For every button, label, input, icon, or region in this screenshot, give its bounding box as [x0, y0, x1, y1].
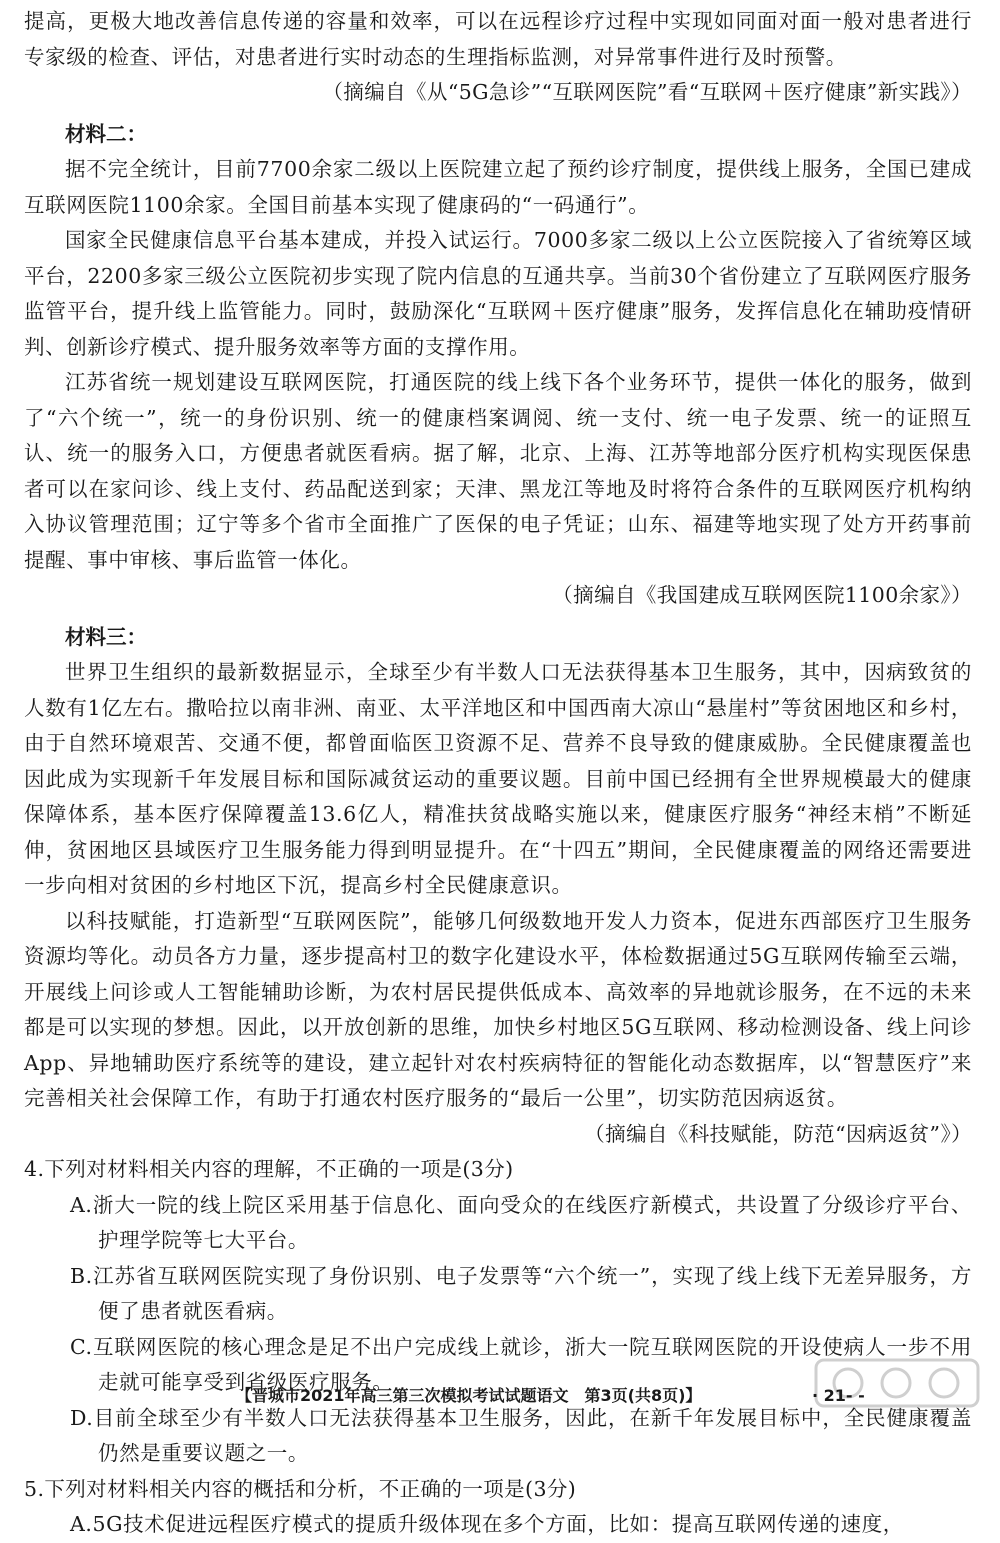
material-two-heading: 材料二：: [65, 121, 147, 146]
intro-source: （摘编自《从“5G急诊”“互联网医院”看“互联网＋医疗健康”新实践》）: [322, 80, 972, 104]
material-three-paragraph-2: 以科技赋能，打造新型“互联网医院”，能够几何级数地开发人力资本，促进东西部医疗卫生服务资源均等化。动员各方力量，逐步提高村卫的数字化建设水平，体检数据通过5G互联网传输至云端，开展线上问诊或人工智能辅助诊断，为农村居民提供低成本、高效率的异地就诊服务，在不远的未来都是可以实现的梦想。因此，以开放创新的思维，加快乡村地区5G互联网、移动检测设备、线上问诊App、异地辅助医疗系统等的建设，建立起针对农村疾病特征的智能化动态数据库，以“智慧医疗”来完善相关社会保障工作，有助于打通农村医疗服务的“最后一公里”，切实防范因病返贫。: [24, 908, 972, 1110]
question-5-stem: 5.下列对材料相关内容的概括和分析，不正确的一项是(3分): [24, 1476, 577, 1501]
question-4-option-d: D.目前全球至少有半数人口无法获得基本卫生服务，因此，在新千年发展目标中，全民健康覆盖仍然是重要议题之一。: [70, 1405, 972, 1465]
exam-page: [24, 4, 972, 1543]
material-two-source: （摘编自《我国建成互联网医院1100余家》）: [552, 583, 972, 607]
question-4-option-a: A.浙大一院的线上院区采用基于信息化、面向受众的在线医疗新模式，共设置了分级诊疗平台、护理学院等七大平台。: [70, 1192, 972, 1252]
question-4-option-c: C.互联网医院的核心理念是足不出户完成线上就诊，浙大一院互联网医院的开设使病人一步不用走就可能享受到省级医疗服务。: [70, 1334, 972, 1394]
intro-paragraph: 提高，更极大地改善信息传递的容量和效率，可以在远程诊疗过程中实现如同面对面一般对患者进行专家级的检查、评估，对患者进行实时动态的生理指标监测，对异常事件进行及时预警。: [24, 9, 972, 69]
footer-code: · 21- -: [812, 1386, 865, 1405]
material-three-source: （摘编自《科技赋能，防范“因病返贫”》）: [584, 1121, 972, 1146]
question-4-stem: 4.下列对材料相关内容的理解，不正确的一项是(3分): [24, 1157, 514, 1181]
material-three-paragraph-1: 世界卫生组织的最新数据显示，全球至少有半数人口无法获得基本卫生服务，其中，因病致贫的人数有1亿左右。撒哈拉以南非洲、南亚、太平洋地区和中国西南大凉山“悬崖村”等贫困地区和乡村，由于自然环境艰苦、交通不便，都曾面临医卫资源不足、营养不良导致的健康威胁。全民健康覆盖也因此成为实现新千年发展目标和国际减贫运动的重要议题。目前中国已经拥有全世界规模最大的健康保障体系，基本医疗保障覆盖13.6亿人，精准扶贫战略实施以来，健康医疗服务“神经末梢”不断延伸，贫困地区县域医疗卫生服务能力得到明显提升。在“十四五”期间，全民健康覆盖的网络还需要进一步向相对贫困的乡村地区下沉，提高乡村全民健康意识。: [24, 660, 972, 897]
material-three-heading: 材料三：: [65, 624, 147, 649]
question-4-option-b: B.江苏省互联网医院实现了身份识别、电子发票等“六个统一”，实现了线上线下无差异服务，方便了患者就医看病。: [70, 1263, 972, 1323]
material-two-paragraph-1: 据不完全统计，目前7700余家二级以上医院建立起了预约诊疗制度，提供线上服务，全国已建成互联网医院1100余家。全国目前基本实现了健康码的“一码通行”。: [24, 157, 972, 217]
question-5-option-a: A.5G技术促进远程医疗模式的提质升级体现在多个方面，比如：提高互联网传递的速度，: [70, 1512, 904, 1536]
material-two-paragraph-2: 国家全民健康信息平台基本建成，并投入试运行。7000多家二级以上公立医院接入了省统筹区域平台，2200多家三级公立医院初步实现了院内信息的互通共享。当前30个省份建立了互联网医疗服务监管平台，提升线上监管能力。同时，鼓励深化“互联网＋医疗健康”服务，发挥信息化在辅助疫情研判、创新诊疗模式、提升服务效率等方面的支撑作用。: [24, 228, 972, 359]
material-two-paragraph-3: 江苏省统一规划建设互联网医院，打通医院的线上线下各个业务环节，提供一体化的服务，做到了“六个统一”，统一的身份识别、统一的健康档案调阅、统一支付、统一电子发票、统一的证照互认、统一的服务入口，方便患者就医看病。据了解，北京、上海、江苏等地部分医疗机构实现医保患者可以在家问诊、线上支付、药品配送到家；天津、黑龙江等地及时将符合条件的互联网医疗机构纳入协议管理范围；辽宁等多个省市全面推广了医保的电子凭证；山东、福建等地实现了处方开药事前提醒、事中审核、事后监管一体化。: [24, 370, 972, 572]
footer-exam-title: 【晋城市2021年高三第三次模拟考试试题语文 第3页(共8页)】: [236, 1386, 702, 1405]
